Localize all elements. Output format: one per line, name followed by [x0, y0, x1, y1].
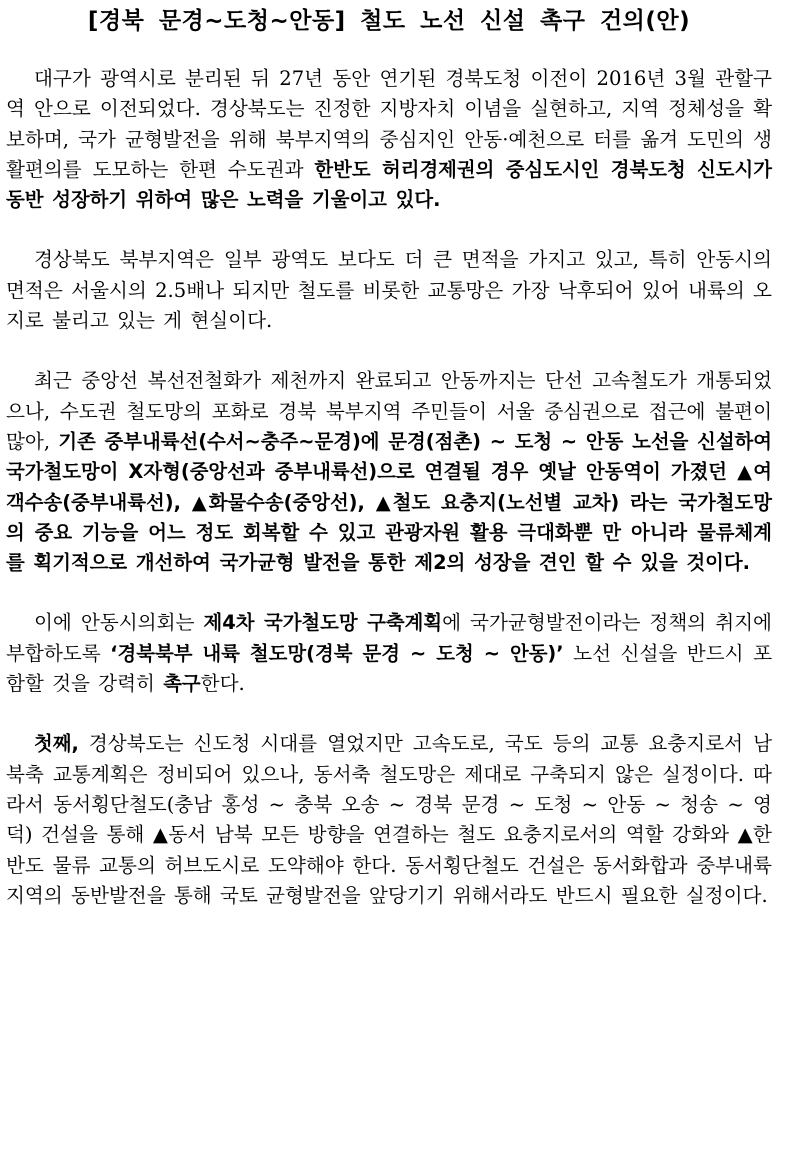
- paragraph-5: [6, 729, 772, 911]
- paragraph-2: [6, 245, 772, 336]
- paragraph-1-bold: 한반도 허리경제권의 중심도시인 경북도청 신도시가 동반 성장하기 위하여 많은 노력을 기울이고 있다.: [6, 157, 772, 212]
- paragraph-1: [6, 64, 772, 215]
- paragraph-4-text-1: 이에 안동시의회는: [34, 611, 204, 635]
- paragraph-4-text-3: 노선 신설을 반드시 포함할 것을 강력히: [6, 641, 773, 696]
- paragraph-3: [6, 366, 772, 578]
- paragraph-4-bold-urge: 촉구: [163, 672, 201, 696]
- paragraph-4-bold-plan: 제4차 국가철도망 구축계획: [203, 611, 443, 635]
- paragraph-5-text: 경상북도는 신도청 시대를 열었지만 고속도로, 국도 등의 교통 요충지로서 남북축 교통계획은 정비되어 있으나, 동서축 철도망은 제대로 구축되지 않은 실정이다. 따라서 동서횡단철도(충남 홍성 ~ 충북 오송 ~ 경북 문경 ~ 도청 ~ 안동 ~ 청송 ~ 영덕) 건설을 통해 ▲동서 남북 모든 방향을 연결하는 철도 요충지로서의 역할 강화와 ▲한반도 물류 교통의 허브도시로 도약해야 한다. 동서횡단철도 건설은 동서화합과 중부내륙 지역의 동반발전을 통해 국토 균형발전을 앞당기기 위해서라도 반드시 필요한 실정이다.: [6, 732, 772, 907]
- paragraph-3-text: 최근 중앙선 복선전철화가 제천까지 완료되고 안동까지는 단선 고속철도가 개통되었으나, 수도권 철도망의 포화로 경북 북부지역 주민들이 서울 중심권으로 접근에 불편이 많아,: [6, 369, 772, 453]
- paragraph-4-text-4: 한다.: [200, 672, 245, 696]
- document-title: [경북 문경~도청~안동] 철도 노선 신설 촉구 건의(안): [87, 8, 691, 34]
- paragraph-5-bold-first: 첫째,: [34, 732, 79, 756]
- paragraph-3-bold: 기존 중부내륙선(수서~충주~문경)에 문경(점촌) ~ 도청 ~ 안동 노선을 신설하여 국가철도망이 X자형(중앙선과 중부내륙선)으로 연결될 경우 옛날 안동역이 가졌던 ▲여객수송(중부내륙선), ▲화물수송(중앙선), ▲철도 요충지(노선별 교차) 라는 국가철도망의 중요 기능을 어느 정도 회복할 수 있고 관광자원 활용 극대화뿐 만 아니라 물류체계를 획기적으로 개선하여 국가균형 발전을 통한 제2의 성장을 견인 할 수 있을 것이다.: [6, 429, 773, 575]
- paragraph-1-text: 대구가 광역시로 분리된 뒤 27년 동안 연기된 경북도청 이전이 2016년 3월 관할구역 안으로 이전되었다. 경상북도는 진정한 지방자치 이념을 실현하고, 지역 정체성을 확보하며, 국가 균형발전을 위해 북부지역의 중심지인 안동·예천으로 터를 옮겨 도민의 생활편의를 도모하는 한편 수도권과: [6, 67, 773, 181]
- paragraph-4: [6, 608, 772, 699]
- paragraph-2-text: 경상북도 북부지역은 일부 광역도 보다도 더 큰 면적을 가지고 있고, 특히 안동시의 면적은 서울시의 2.5배나 되지만 철도를 비롯한 교통망은 가장 낙후되어 있어 내륙의 오지로 불리고 있는 게 현실이다.: [6, 248, 772, 333]
- paragraph-4-text-2: 에 국가균형발전이라는 정책의 취지에 부합하도록: [6, 611, 772, 665]
- paragraph-4-bold-railway: ‘경북북부 내륙 철도망(경북 문경 ~ 도청 ~ 안동)’: [110, 641, 564, 665]
